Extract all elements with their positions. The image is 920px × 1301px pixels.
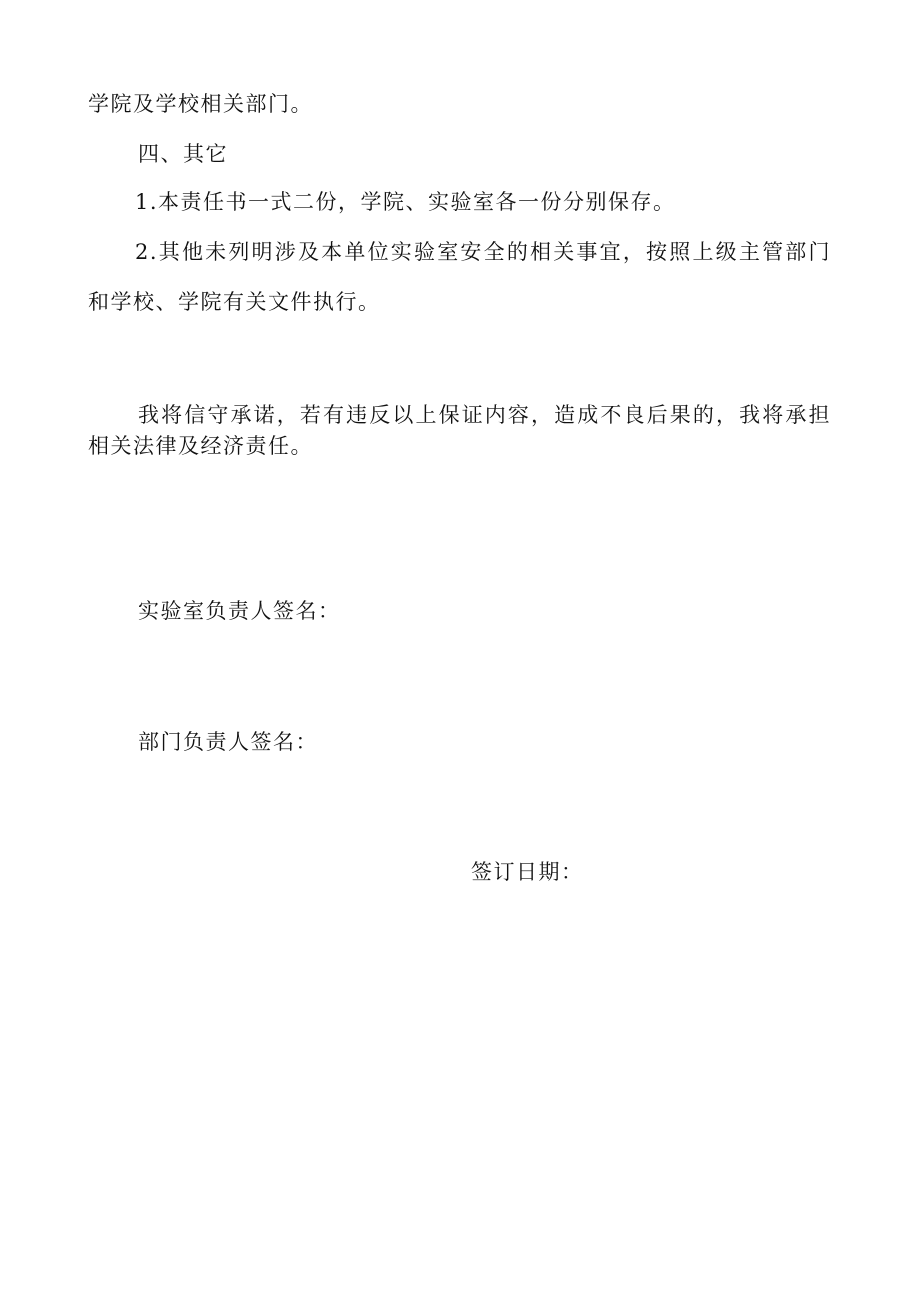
signing-date-label: 签订日期： [471,860,584,884]
continuation-text: 学院及学校相关部门。 [88,92,313,116]
item-2-line-1: 2.其他未列明涉及本单位实验室安全的相关事宜，按照上级主管部门 [135,240,831,264]
lab-head-signature-label: 实验室负责人签名： [138,599,341,623]
pledge-line-2: 相关法律及经济责任。 [88,434,313,458]
item-2-line-2: 和学校、学院有关文件执行。 [88,290,381,314]
pledge-line-1: 我将信守承诺，若有违反以上保证内容，造成不良后果的，我将承担 [138,403,831,427]
section-four-heading: 四、其它 [138,142,228,166]
dept-head-signature-label: 部门负责人签名： [138,730,318,754]
item-1-text: 1.本责任书一式二份，学院、实验室各一份分别保存。 [135,190,676,214]
